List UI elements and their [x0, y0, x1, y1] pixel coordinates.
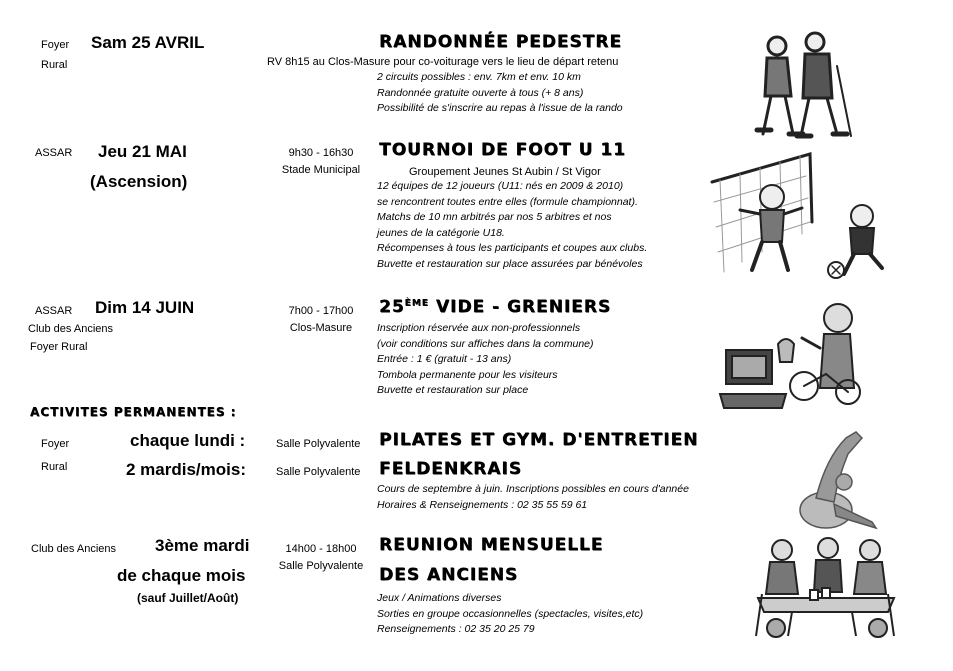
anciens-title-1: REUNION MENSUELLE: [379, 535, 604, 555]
event2-subtitle: Groupement Jeunes St Aubin / St Vigor: [409, 166, 601, 178]
permanent-day-tuesday: 2 mardis/mois:: [126, 460, 246, 479]
permanent-organizer: Foyer Rural: [41, 438, 70, 473]
event3-title: 25ÈME VIDE - GRENIERS: [379, 297, 612, 317]
event2-date: Jeu 21 MAI: [98, 142, 187, 161]
event1-date: Sam 25 AVRIL: [91, 33, 205, 52]
event1-description: 2 circuits possibles : env. 7km et env. 10 km Randonnée gratuite ouverte à tous (+ 8 ans) Possibilité de s'inscrire au repas à l'issue de la rando: [377, 71, 623, 114]
event1-title: RANDONNÉE PEDESTRE: [379, 32, 622, 52]
event2-time-place: 9h30 - 16h30 Stade Municipal: [281, 147, 361, 176]
football-icon: [710, 152, 905, 280]
hikers-icon: [737, 26, 857, 146]
anciens-description: Jeux / Animations diverses Sorties en groupe occasionnelles (spectacles, visites,etc) Renseignements : 02 35 20 25 79: [377, 592, 644, 635]
permanent-activities-heading: ACTIVITES PERMANENTES :: [30, 405, 237, 419]
card-players-icon: [752, 536, 900, 640]
event2-description: 12 équipes de 12 joueurs (U11: nés en 2009 & 2010) se rencontrent toutes entre elles (formule championnat). Matchs de 10 mn arbitrés par nos 5 arbitres et nos jeunes de la catégorie U18. Récompenses à tous les participants et coupes aux clubs. Buvette et restauration sur place assurées par bénévoles: [377, 180, 648, 270]
event3-date: Dim 14 JUIN: [95, 298, 195, 317]
event3-organizers: ASSAR Club des Anciens Foyer Rural: [28, 305, 113, 353]
permanent-description: Cours de septembre à juin. Inscriptions possibles en cours d'année Horaires & Renseignements : 02 35 55 59 61: [377, 483, 689, 511]
pilates-icon: [786, 418, 886, 530]
event1-organizer: Foyer Rural: [41, 39, 70, 71]
flea-market-icon: [716, 288, 876, 413]
anciens-title-2: DES ANCIENS: [379, 565, 519, 585]
anciens-date-line-1: 3ème mardi: [155, 536, 250, 555]
event3-time-place: 7h00 - 17h00 Clos-Masure: [288, 305, 354, 334]
permanent-place-1: Salle Polyvalente: [276, 438, 361, 450]
event2-date-note: (Ascension): [90, 172, 188, 191]
permanent-place-2: Salle Polyvalente: [276, 466, 361, 478]
event2-title: TOURNOI DE FOOT U 11: [379, 140, 626, 160]
event2-organizer: ASSAR: [35, 147, 73, 159]
anciens-time-place: 14h00 - 18h00 Salle Polyvalente: [278, 543, 364, 572]
anciens-organizer: Club des Anciens: [31, 543, 116, 555]
permanent-day-monday: chaque lundi :: [130, 431, 246, 450]
anciens-date-note: (sauf Juillet/Août): [137, 591, 239, 605]
event3-description: Inscription réservée aux non-professionnels (voir conditions sur affiches dans la commune) Entrée : 1 € (gratuit - 13 ans) Tombola permanente pour les visiteurs Buvette et restauration sur place: [377, 322, 594, 396]
feldenkrais-title: FELDENKRAIS: [379, 459, 522, 479]
anciens-date-line-2: de chaque mois: [117, 566, 246, 585]
event1-rendezvous: RV 8h15 au Clos-Masure pour co-voiturage vers le lieu de départ retenu: [267, 56, 619, 68]
pilates-title: PILATES ET GYM. D'ENTRETIEN: [379, 430, 699, 450]
